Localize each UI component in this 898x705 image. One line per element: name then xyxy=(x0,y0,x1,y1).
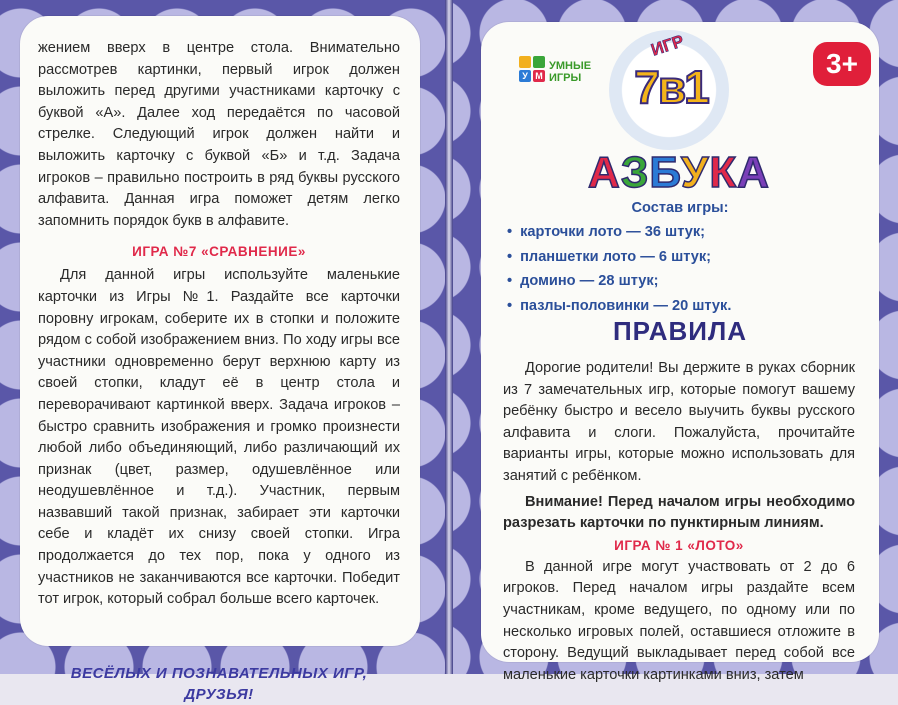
composition-item: • домино — 28 штук; xyxy=(507,269,731,294)
closing-line-1: ВЕСЁЛЫХ И ПОЗНАВАТЕЛЬНЫХ ИГР, xyxy=(70,664,368,682)
brand-letter-u: У xyxy=(519,70,531,82)
left-page xyxy=(0,0,445,703)
brand-letter-m: М xyxy=(533,70,545,82)
parents-intro-text: Дорогие родители! Вы держите в руках сборник из 7 замечательных игр, которые помогут вашему ребёнку быстро и весело выучить буквы русского алфавита и слоги. Пожалуйста, прочитайте варианты игры, которые можно использовать для занятий с ребёнком. xyxy=(503,360,855,484)
composition-item: • планшетки лото — 6 штук; xyxy=(507,245,731,270)
composition-list xyxy=(507,220,731,318)
attention-text: Внимание! Перед началом игры необходимо разрезать карточки по пунктирным линиям. xyxy=(503,493,855,532)
page-fold xyxy=(445,0,453,674)
right-page xyxy=(453,0,898,683)
game7-rules-text: Для данной игры используйте маленькие карточки из Игры №1. Раздайте все карточки поровну игрокам, соберите их в стопки и положите рядом с собой изображением вниз. По ходу игры все участники одновременно берут верхнюю карту из своей стопки, кладут её в центр стола и переворачивают картинкой вверх. Задача игроков – быстро сравнить изображения и громко произнести любой либо объединяющий, либо различающий их признак (цвет, размер, одушевлённое или неодушевлённое и т.д.). Участник, первым назвавший такой признак, забирает эти карточки себе и кладёт их снизу своей стопки. Игра продолжается до тех пор, пока у одного из участников не заканчиваются все карточки. Победит тот игрок, который собрал больше всего карточек. xyxy=(38,267,400,608)
logo-azbuka-letter: У xyxy=(680,148,710,197)
closing-line-2: ДРУЗЬЯ! xyxy=(184,685,254,703)
composition-item: • пазлы-половинки — 20 штук. xyxy=(507,294,731,319)
logo-azbuka-letter: Б xyxy=(649,148,681,197)
brand-line-1: УМНЫЕ xyxy=(549,60,592,72)
logo-azbuka-letter: А xyxy=(737,148,770,197)
logo-igr-text: ИГР xyxy=(648,31,687,60)
logo-7v1-text: 7в1 xyxy=(634,61,708,113)
age-badge: 3+ xyxy=(813,42,871,86)
brand-cube-icon xyxy=(519,56,545,94)
right-text-card xyxy=(481,22,879,683)
left-text-card xyxy=(20,16,420,703)
game7-heading: ИГРА №7 «СРАВНЕНИЕ» xyxy=(132,244,306,260)
composition-item: • карточки лото — 36 штук; xyxy=(507,220,731,245)
game1-heading: ИГРА № 1 «ЛОТО» xyxy=(614,537,744,553)
rules-heading: ПРАВИЛА xyxy=(612,316,747,346)
brand-name xyxy=(549,60,591,84)
composition-title: Состав игры: xyxy=(631,200,729,216)
logo-azbuka-letter: К xyxy=(709,148,738,197)
logo-azbuka-letter: А xyxy=(588,148,621,197)
brand-line-2: ИГРЫ xyxy=(549,72,582,84)
game1-rules-text: В данной игре могут участвовать от 2 до 6 игроков. Перед началом игры раздайте всем участникам, кроме ведущего, по одному или по несколько игровых полей, оставшиеся отложите в сторону. Ведущий выкладывает перед собой все маленькие карточки картинками вниз, затем xyxy=(503,558,855,683)
logo-azbuka-title xyxy=(561,148,797,198)
game6-continuation-text: жением вверх в центре стола. Внимательно рассмотрев картинки, первый игрок должен выложить перед другими участниками карточку с буквой «А». Далее ход передаётся по часовой стрелке. Следующий игрок должен найти и выложить карточку с буквой «Б» и т.д. Задача игроков – правильно построить в ряд буквы русского алфавита. Данная игра поможет детям легко запомнить порядок букв в алфавите. xyxy=(38,40,400,229)
closing-wish xyxy=(38,663,400,705)
logo-azbuka-letter: З xyxy=(620,148,650,197)
